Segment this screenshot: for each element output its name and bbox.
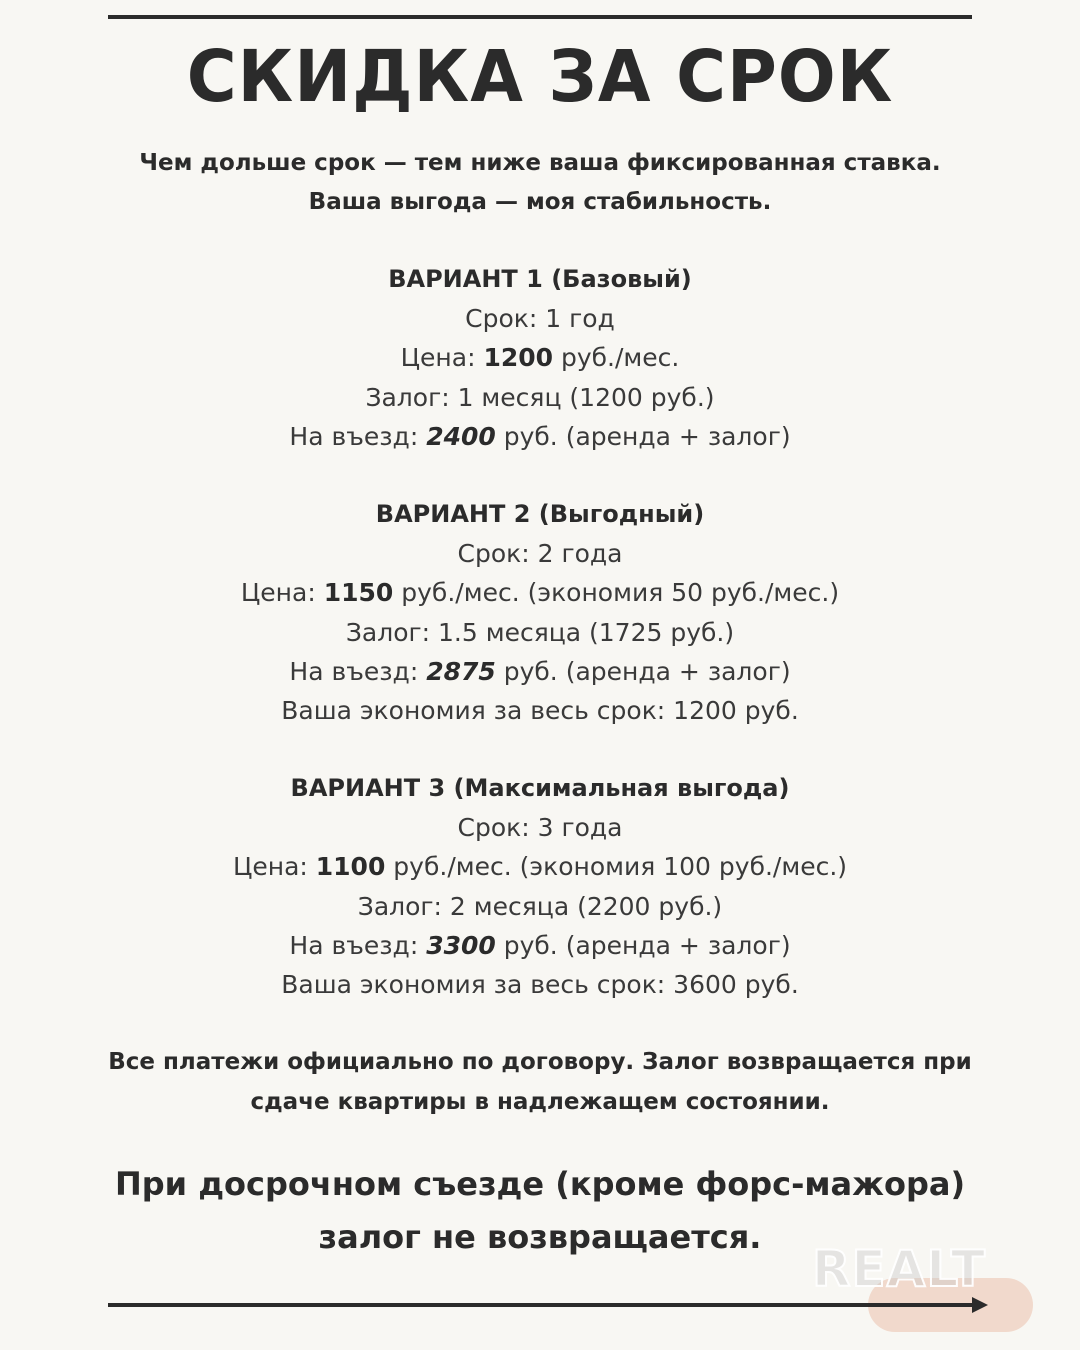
warning-line-1: При досрочном съезде (кроме форс-мажора) [114,1165,966,1203]
price-unit: руб./мес. (экономия 100 руб./мес.) [385,852,848,882]
price-label: Цена: [232,852,316,882]
move-in-value: 2400 [426,421,496,451]
variant-savings: Ваша экономия за весь срок: 1200 руб. [281,696,799,726]
move-in-label: На въезд: [289,656,427,686]
arrow-right-icon[interactable] [972,1297,988,1313]
payment-note-line-2: сдаче квартиры в надлежащем состоянии. [250,1089,830,1115]
variant-move-in [0,926,1080,965]
price-unit: руб./мес. (экономия 50 руб./мес.) [393,578,840,608]
move-in-unit: руб. (аренда + залог) [495,656,791,686]
variant-1 [0,260,1080,456]
move-in-value: 3300 [426,930,496,960]
move-in-unit: руб. (аренда + залог) [495,930,791,960]
realt-watermark: REALT [812,1240,987,1298]
variant-price [0,573,1080,612]
variant-price [0,847,1080,886]
payment-note [0,1042,1080,1122]
variant-term: Срок: 1 год [465,304,615,334]
variant-deposit: Залог: 2 месяца (2200 руб.) [357,891,723,921]
top-divider [108,15,972,19]
warning-line-2: залог не возвращается. [318,1218,762,1256]
price-label: Цена: [400,343,484,373]
variant-term: Срок: 3 года [457,813,623,843]
variant-move-in [0,652,1080,691]
payment-note-line-1: Все платежи официально по договору. Залог возвращается при [108,1049,972,1075]
subtitle-line-2: Ваша выгода — моя стабильность. [308,189,772,215]
variant-2 [0,495,1080,730]
page-title: СКИДКА ЗА СРОК [186,36,894,119]
subtitle [0,144,1080,222]
variant-heading: ВАРИАНТ 3 (Максимальная выгода) [290,774,790,802]
price-label: Цена: [240,578,324,608]
move-in-label: На въезд: [289,930,427,960]
move-in-label: На въезд: [289,421,427,451]
move-in-value: 2875 [426,656,496,686]
price-value: 1150 [323,578,394,608]
variant-heading: ВАРИАНТ 1 (Базовый) [388,265,692,293]
variant-deposit: Залог: 1.5 месяца (1725 руб.) [345,617,735,647]
move-in-unit: руб. (аренда + залог) [495,421,791,451]
variant-price [0,338,1080,377]
price-value: 1200 [483,343,554,373]
price-unit: руб./мес. [553,343,680,373]
price-value: 1100 [315,852,386,882]
variant-3 [0,769,1080,1004]
variant-heading: ВАРИАНТ 2 (Выгодный) [375,500,705,528]
variant-move-in [0,417,1080,456]
variant-term: Срок: 2 года [457,539,623,569]
subtitle-line-1: Чем дольше срок — тем ниже ваша фиксированная ставка. [139,150,941,176]
variant-deposit: Залог: 1 месяц (1200 руб.) [365,382,715,412]
bottom-divider [108,1303,976,1307]
variant-savings: Ваша экономия за весь срок: 3600 руб. [281,970,799,1000]
